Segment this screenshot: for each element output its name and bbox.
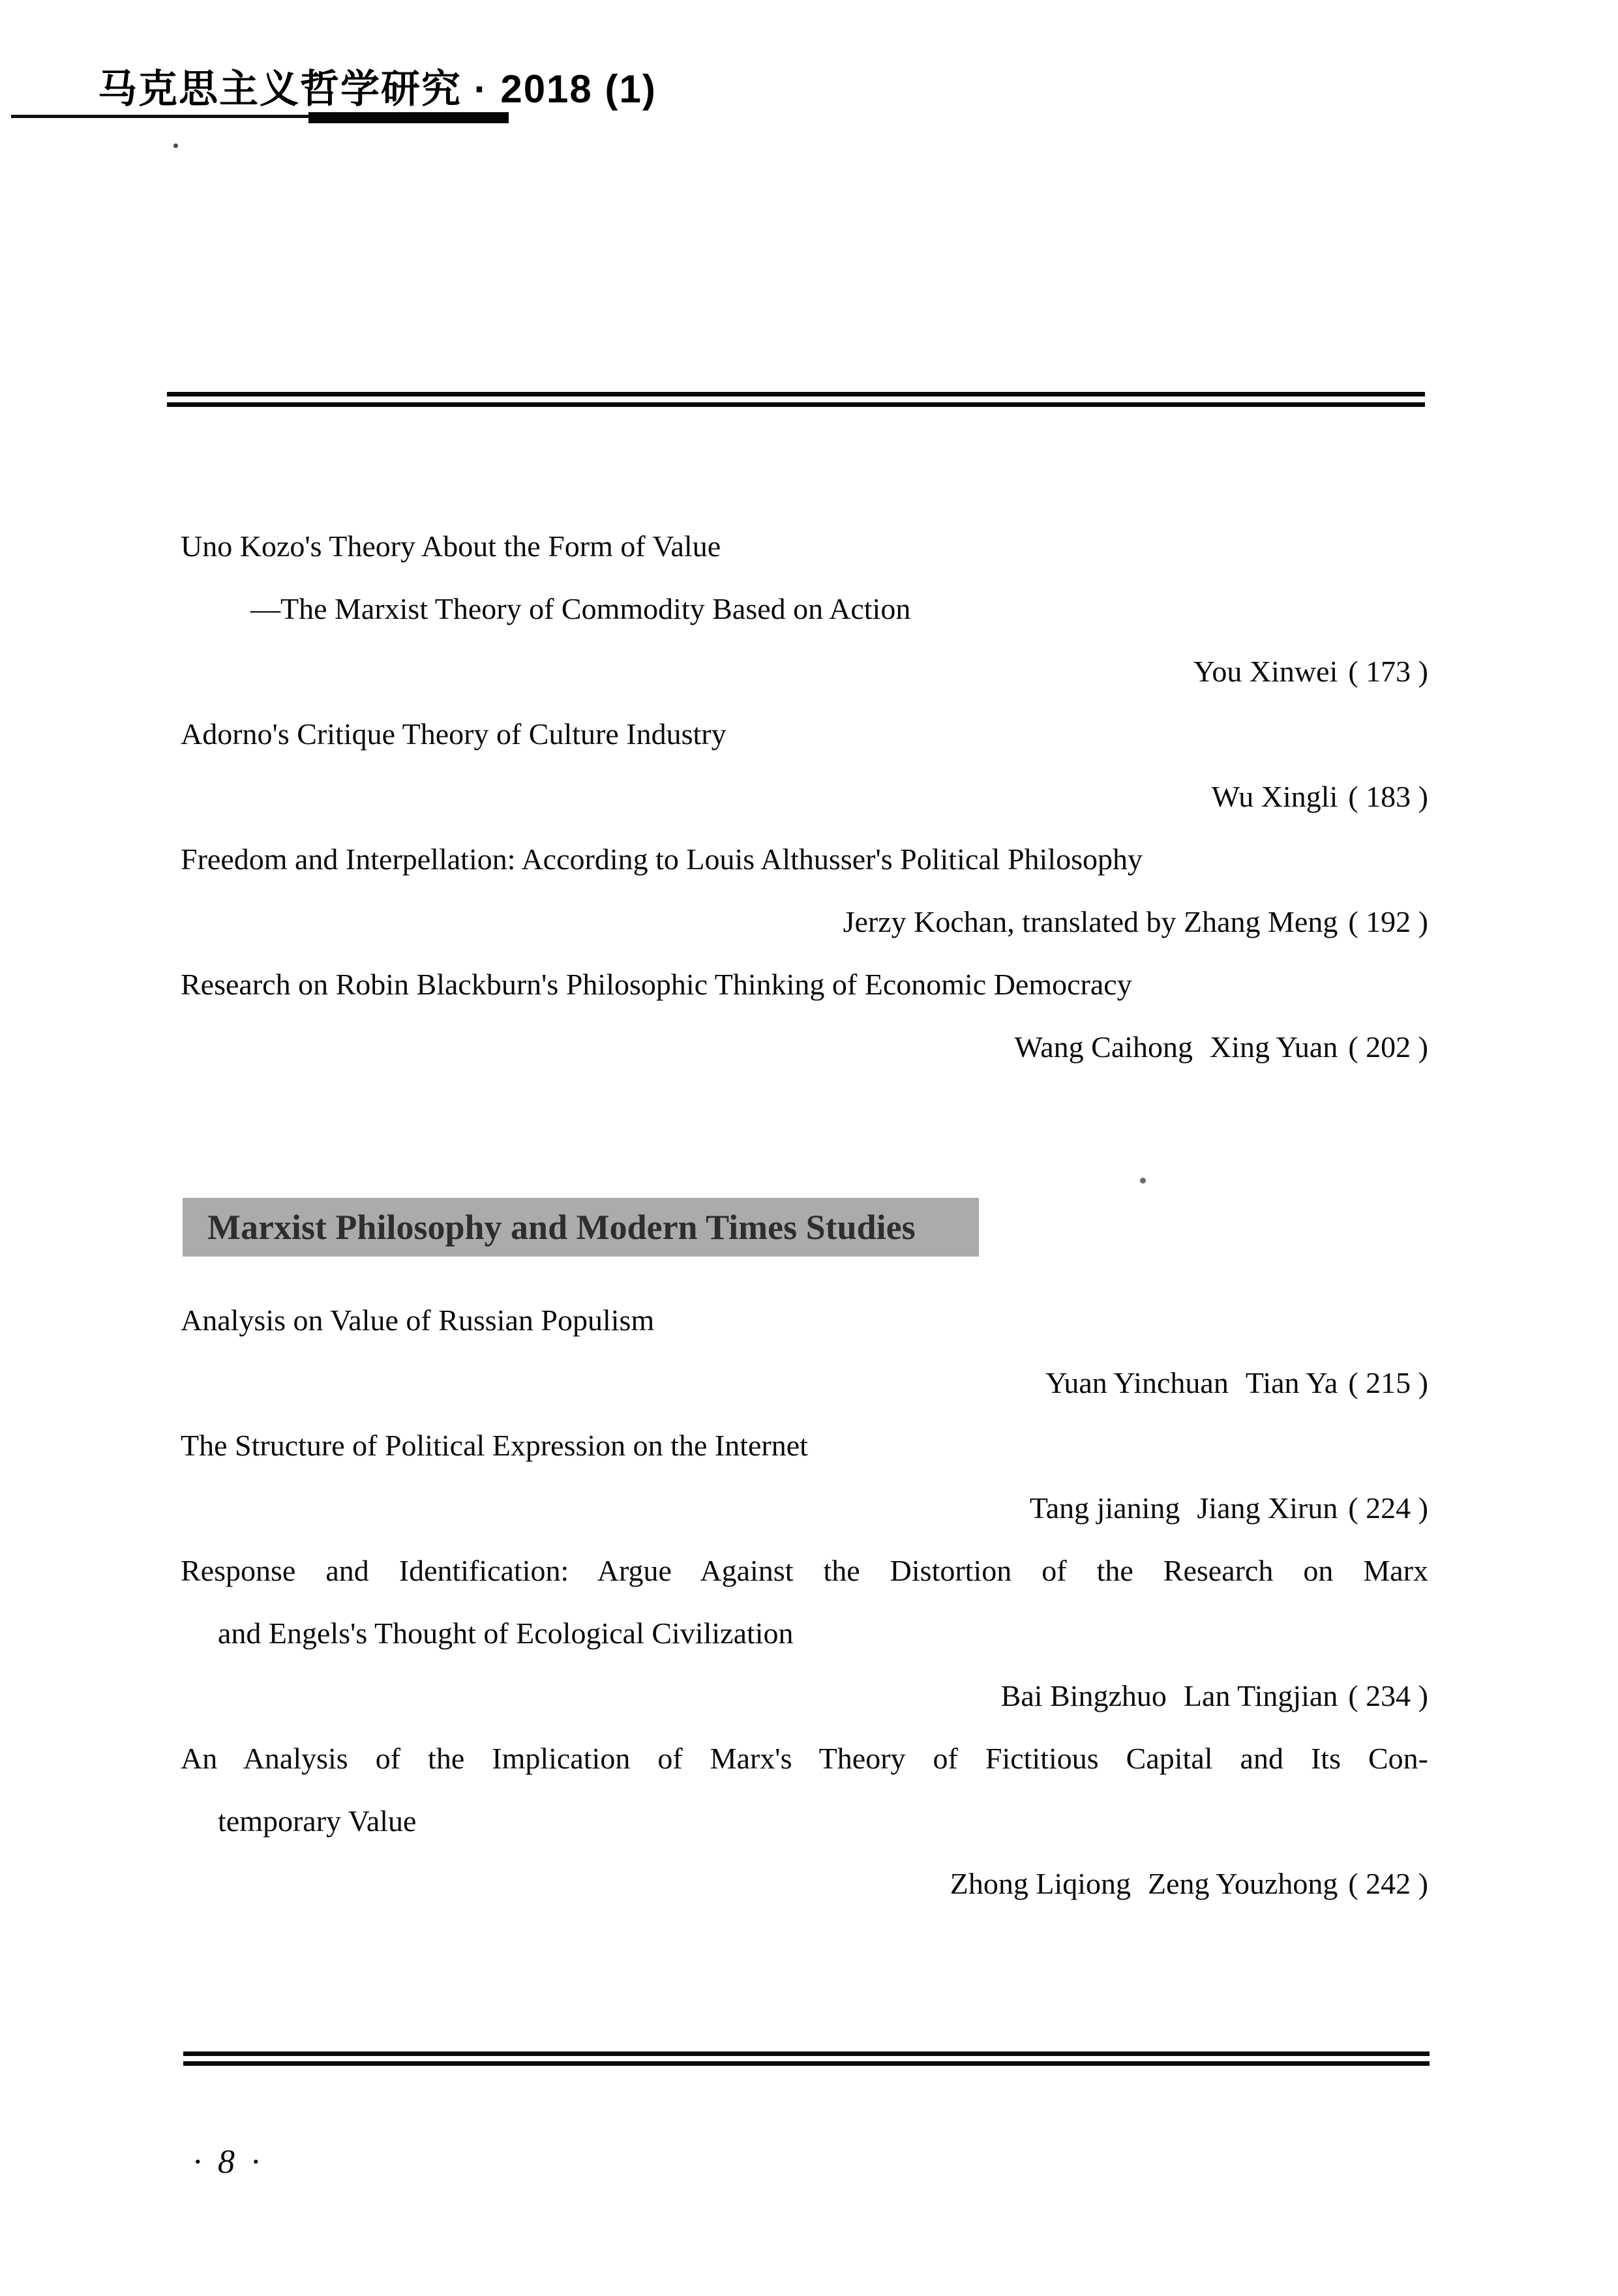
author-name: Bai Bingzhuo — [1000, 1679, 1167, 1712]
entry-title-line: —The Marxist Theory of Commodity Based on Action — [250, 592, 911, 625]
toc-entry — [181, 1414, 1428, 1540]
masthead-underline-thick — [308, 112, 509, 123]
table-of-contents — [181, 515, 1428, 1915]
section-header-bar — [183, 1198, 979, 1257]
toc-entry — [181, 1289, 1428, 1414]
author-name: Lan Tingjian — [1183, 1679, 1338, 1712]
toc-part-1 — [181, 515, 1428, 1079]
entry-page-number: ( 192 ) — [1348, 905, 1428, 938]
journal-masthead: 马克思主义哲学研究 · 2018 (1) — [98, 67, 657, 111]
author-name: You Xinwei — [1193, 655, 1338, 688]
toc-part-2 — [181, 1289, 1428, 1915]
entry-byline — [181, 1352, 1428, 1414]
entry-byline — [181, 891, 1428, 953]
entry-title-line: temporary Value — [218, 1804, 417, 1838]
author-name: Xing Yuan — [1210, 1030, 1338, 1064]
entry-title-line: Freedom and Interpellation: According to Louis Althusser's Political Philosophy — [181, 842, 1143, 876]
entry-page-number: ( 215 ) — [1348, 1366, 1428, 1399]
toc-entry — [181, 703, 1428, 828]
entry-page-number: ( 173 ) — [1348, 655, 1428, 688]
entry-page-number: ( 183 ) — [1348, 780, 1428, 813]
entry-page-number: ( 242 ) — [1348, 1867, 1428, 1900]
author-name: Wu Xingli — [1211, 780, 1338, 813]
author-name: Tian Ya — [1245, 1366, 1338, 1399]
entry-title-line: The Structure of Political Expression on the Internet — [181, 1429, 808, 1462]
author-name: Jerzy Kochan, translated by Zhang Meng — [843, 905, 1338, 938]
bottom-double-rule-lower — [183, 2061, 1430, 2066]
author-name: Zeng Youzhong — [1148, 1867, 1338, 1900]
top-double-rule-upper — [167, 392, 1425, 396]
entry-title-line: Uno Kozo's Theory About the Form of Value — [181, 529, 721, 563]
author-name: Wang Caihong — [1014, 1030, 1193, 1064]
author-name: Yuan Yinchuan — [1045, 1366, 1229, 1399]
toc-entry — [181, 1727, 1428, 1915]
page-number: · 8 · — [193, 2143, 263, 2181]
section-header-label: Marxist Philosophy and Modern Times Studies — [207, 1208, 916, 1247]
toc-entry — [181, 828, 1428, 953]
entry-byline — [181, 640, 1428, 703]
entry-byline — [181, 1016, 1428, 1079]
entry-title-line: Analysis on Value of Russian Populism — [181, 1304, 655, 1337]
entry-title-line: Research on Robin Blackburn's Philosophic Thinking of Economic Democracy — [181, 968, 1132, 1001]
entry-title-line: Response and Identification: Argue Against the Distortion of the Research on Marx — [181, 1554, 1428, 1587]
toc-entry — [181, 1540, 1428, 1727]
author-name: Zhong Liqiong — [950, 1867, 1131, 1900]
entry-title-line: Adorno's Critique Theory of Culture Industry — [181, 717, 727, 751]
entry-page-number: ( 224 ) — [1348, 1491, 1428, 1525]
entry-byline — [181, 1853, 1428, 1915]
entry-byline — [181, 766, 1428, 828]
toc-entry — [181, 953, 1428, 1079]
entry-page-number: ( 234 ) — [1348, 1679, 1428, 1712]
entry-byline — [181, 1477, 1428, 1540]
bottom-double-rule-upper — [183, 2051, 1430, 2056]
entry-page-number: ( 202 ) — [1348, 1030, 1428, 1064]
top-double-rule-lower — [167, 402, 1425, 407]
author-name: Tang jianing — [1029, 1491, 1180, 1525]
entry-byline — [181, 1665, 1428, 1727]
entry-title-line: and Engels's Thought of Ecological Civilization — [218, 1617, 794, 1650]
entry-title-line: An Analysis of the Implication of Marx's Theory of Fictitious Capital and Its Con- — [181, 1742, 1428, 1775]
author-name: Jiang Xirun — [1197, 1491, 1338, 1525]
toc-entry — [181, 515, 1428, 703]
scan-artifact-dot — [173, 143, 178, 148]
